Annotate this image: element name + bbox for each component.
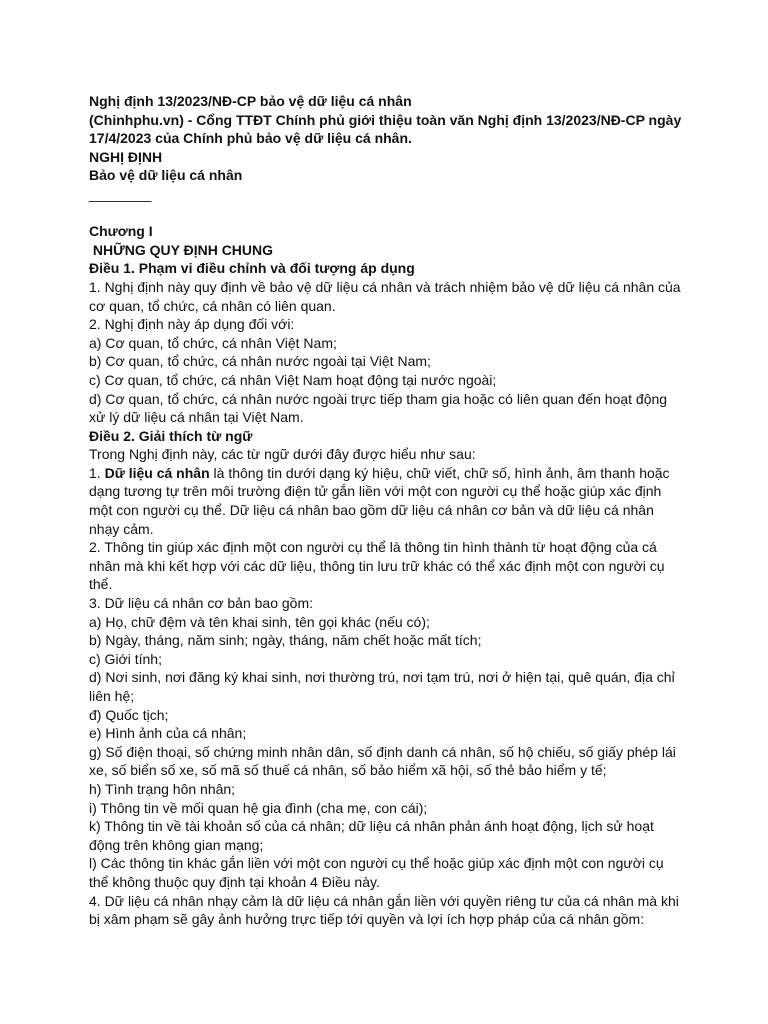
basic-data-item: e) Hình ảnh của cá nhân; (89, 725, 247, 742)
article-1-clause-2: 2. Nghị định này áp dụng đối với: (89, 316, 295, 333)
intro-line-1: (Chinhphu.vn) - Cổng TTĐT Chính phủ giới thiệu toàn văn Nghị định 13/2023/NĐ-CP ngày (89, 111, 682, 128)
article-1-item-c: c) Cơ quan, tổ chức, cá nhân Việt Nam hoạt động tại nước ngoài; (89, 371, 497, 388)
chapter-name: NHỮNG QUY ĐỊNH CHUNG (89, 241, 274, 258)
basic-data-item: k) Thông tin về tài khoản số của cá nhân; dữ liệu cá nhân phản ánh hoạt động, lịch sử hoạt động trên không gian mạng; (89, 818, 654, 853)
document-title: Nghị định 13/2023/NĐ-CP bảo vệ dữ liệu cá nhân (89, 93, 412, 109)
article-2-intro: Trong Nghị định này, các từ ngữ dưới đây được hiểu như sau: (89, 446, 476, 463)
spacer (89, 204, 684, 223)
article-2-heading: Điều 2. Giải thích từ ngữ (89, 427, 253, 444)
basic-data-item: c) Giới tính; (89, 650, 162, 667)
basic-data-item: b) Ngày, tháng, năm sinh; ngày, tháng, năm chết hoặc mất tích; (89, 632, 482, 649)
doc-subject: Bảo vệ dữ liệu cá nhân (89, 167, 243, 184)
basic-data-item: đ) Quốc tịch; (89, 706, 169, 723)
basic-data-item: g) Số điện thoại, số chứng minh nhân dân, số định danh cá nhân, số hộ chiếu, số giấy phép lái xe, số biển số xe, số mã số thuế cá nhân, số bảo hiểm xã hội, số thẻ bảo hiểm y tế; (89, 743, 676, 779)
basic-data-item: a) Họ, chữ đệm và tên khai sinh, tên gọi khác (nếu có); (89, 613, 430, 630)
article-2-clause-4: 4. Dữ liệu cá nhân nhạy cảm là dữ liệu cá nhân gắn liền với quyền riêng tư của cá nhân mà khi bị xâm phạm sẽ gây ảnh hưởng trực tiếp tới quyền và lợi ích hợp pháp của cá nhân gồm: (89, 892, 679, 928)
article-1-heading: Điều 1. Phạm vi điều chỉnh và đối tượng áp dụng (89, 260, 415, 277)
intro-line-2: 17/4/2023 của Chính phủ bảo vệ dữ liệu cá nhân. (89, 130, 412, 147)
article-2-clause-2: 2. Thông tin giúp xác định một con người cụ thể là thông tin hình thành từ hoạt động của cá nhân mà khi kết hợp với các dữ liệu, thông tin lưu trữ khác có thể xác định một con người cụ thể. (89, 539, 665, 593)
article-1-item-d: d) Cơ quan, tổ chức, cá nhân nước ngoài trực tiếp tham gia hoặc có liên quan đến hoạt động xử lý dữ liệu cá nhân tại Việt Nam. (89, 390, 668, 426)
definition-text: là thông tin dưới dạng ký hiệu, chữ viết, chữ số, hình ảnh, âm thanh hoặc dạng tương tự trên môi trường điện tử gắn liền với một con người cụ thể hoặc giúp xác định một con người cụ thể. Dữ liệu cá nhân bao gồm dữ liệu cá nhân cơ bản và dữ liệu cá nhân nhạy cảm. (89, 464, 670, 537)
basic-data-item: h) Tình trạng hôn nhân; (89, 780, 236, 797)
article-1-clause-1: 1. Nghị định này quy định về bảo vệ dữ liệu cá nhân và trách nhiệm bảo vệ dữ liệu cá nhân của cơ quan, tổ chức, cá nhân có liên quan. (89, 278, 681, 314)
article-2-clause-1 (89, 464, 684, 538)
article-1-item-b: b) Cơ quan, tổ chức, cá nhân nước ngoài tại Việt Nam; (89, 353, 431, 370)
article-2-clause-3: 3. Dữ liệu cá nhân cơ bản bao gồm: (89, 595, 314, 612)
basic-data-item: i) Thông tin về mối quan hệ gia đình (cha mẹ, con cái); (89, 799, 428, 816)
basic-data-item: l) Các thông tin khác gắn liền với một con người cụ thể hoặc giúp xác định một con người cụ thể không thuộc quy định tại khoản 4 Điều này. (89, 855, 664, 890)
basic-data-item: d) Nơi sinh, nơi đăng ký khai sinh, nơi thường trú, nơi tạm trú, nơi ở hiện tại, quê quán, địa chỉ liên hệ; (89, 669, 675, 704)
defined-term: Dữ liệu cá nhân (104, 464, 210, 481)
doc-type: NGHỊ ĐỊNH (89, 148, 163, 165)
article-1-item-a: a) Cơ quan, tổ chức, cá nhân Việt Nam; (89, 334, 337, 351)
clause-number: 1. (89, 464, 105, 481)
separator: ________ (89, 185, 152, 202)
chapter-label: Chương I (89, 223, 153, 240)
